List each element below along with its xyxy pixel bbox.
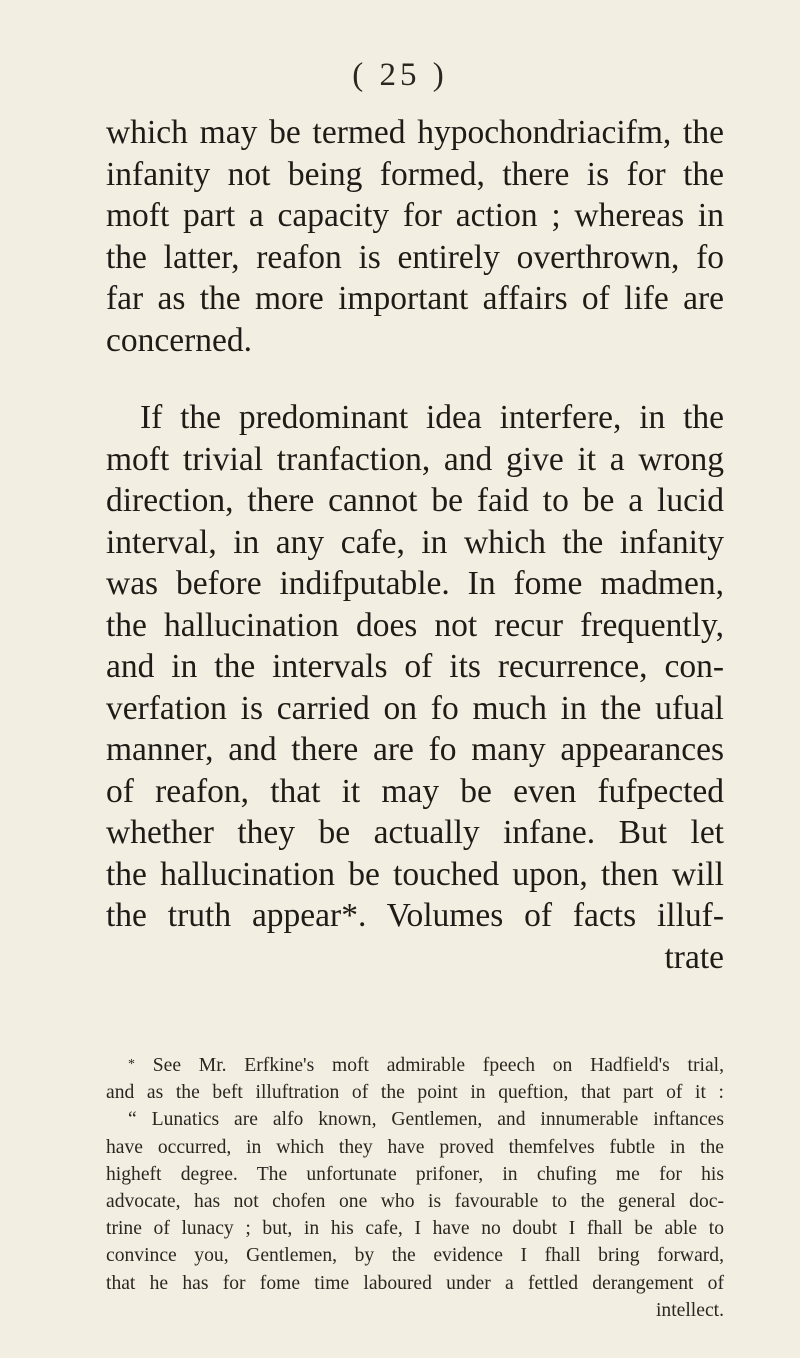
text-line: the truth appear*. Volumes of facts illuf- bbox=[106, 897, 724, 934]
page-number: ( 25 ) bbox=[352, 57, 448, 93]
paragraph-2 bbox=[106, 397, 724, 978]
footnote-line: convince you, Gentlemen, by the evidence I fhall bring forward, bbox=[106, 1245, 724, 1267]
text-line: the latter, reafon is entirely overthrown, fo bbox=[106, 238, 724, 276]
footnote-line: intellect. bbox=[655, 1299, 724, 1321]
footnote bbox=[106, 1051, 724, 1324]
text-line: the hallucination does not recur frequently, bbox=[106, 606, 724, 644]
footnote-line: and as the beft illuftration of the point in queftion, that part of it : bbox=[106, 1082, 724, 1104]
text-line: far as the more important affairs of life are bbox=[106, 280, 724, 317]
text-line: the hallucination be touched upon, then will bbox=[106, 855, 724, 893]
text-line: manner, and there are fo many appearances bbox=[106, 731, 724, 768]
footnote-text: See Mr. Erfkine's moft admirable fpeech on Hadfield's trial, bbox=[152, 1055, 724, 1076]
text-line: interval, in any cafe, in which the infanity bbox=[106, 523, 724, 561]
footnote-line: advocate, has not chofen one who is favourable to the general doc- bbox=[106, 1191, 724, 1213]
text-line: direction, there cannot be faid to be a lucid bbox=[106, 482, 724, 519]
text-line: was before indifputable. In fome madmen, bbox=[106, 565, 724, 602]
main-text bbox=[106, 112, 724, 978]
text-line: If the predominant idea interfere, in the bbox=[140, 399, 724, 436]
catchword: trate bbox=[664, 938, 724, 976]
text-line: infanity not being formed, there is for the bbox=[106, 155, 724, 193]
footnote-marker: * bbox=[128, 1057, 135, 1072]
text-line: moft trivial tranfaction, and give it a wrong bbox=[106, 440, 724, 478]
footnote-line bbox=[106, 1051, 724, 1079]
text-line: whether they be actually infane. But let bbox=[106, 814, 724, 851]
text-line: moft part a capacity for action ; whereas in bbox=[106, 197, 724, 234]
text-line: of reafon, that it may be even fufpected bbox=[106, 772, 724, 810]
footnote-line: “ Lunatics are alfo known, Gentlemen, and innumerable inftances bbox=[128, 1109, 724, 1131]
footnote-line: that he has for fome time laboured under a fettled derangement of bbox=[106, 1272, 724, 1294]
text-line: which may be termed hypochondriacifm, the bbox=[106, 114, 724, 151]
text-line: concerned. bbox=[106, 321, 253, 359]
footnote-line: have occurred, in which they have proved themfelves fubtle in the bbox=[106, 1136, 724, 1158]
footnote-line: higheft degree. The unfortunate prifoner, in chufing me for his bbox=[106, 1163, 724, 1185]
paragraph-1 bbox=[106, 112, 724, 361]
footnote-line: trine of lunacy ; but, in his cafe, I have no doubt I fhall be able to bbox=[106, 1218, 724, 1240]
text-line: and in the intervals of its recurrence, con- bbox=[106, 648, 724, 685]
text-line: verfation is carried on fo much in the ufual bbox=[106, 689, 724, 727]
